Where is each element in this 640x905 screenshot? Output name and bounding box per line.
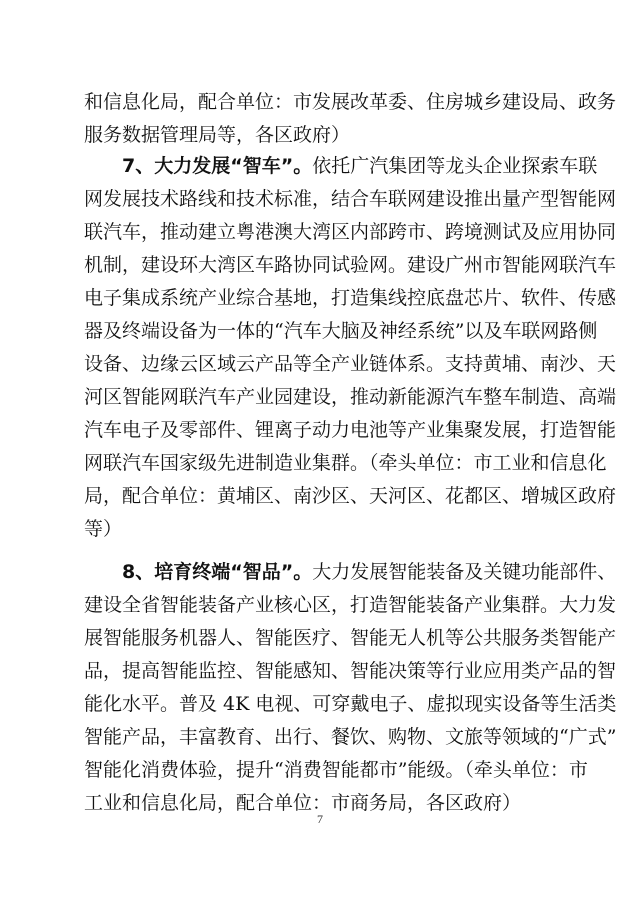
- text-line: 智能产品，丰富教育、出行、餐饮、购物、文旅等领域的“广式”: [84, 726, 617, 748]
- text-line: 网联汽车国家级先进制造业集群。（牵头单位：市工业和信息化: [84, 452, 607, 474]
- page-number: 7: [317, 812, 323, 826]
- section-7-heading: 7、大力发展“智车”。: [122, 155, 313, 177]
- text-line: 机制，建设环大湾区车路协同试验网。建设广州市智能网联汽车: [84, 254, 617, 276]
- text-line: 等）: [84, 518, 123, 540]
- section-8-paragraph: [84, 556, 617, 820]
- section-7-lead-text: 依托广汽集团等龙头企业探索车联: [312, 155, 598, 177]
- paragraph-continuation: [84, 86, 617, 152]
- text-line: 网发展技术路线和技术标准，结合车联网建设推出量产型智能网: [84, 188, 617, 210]
- text-line: 能化水平。普及 4K 电视、可穿戴电子、虚拟现实设备等生活类: [84, 693, 617, 715]
- text-line: 器及终端设备为一体的“汽车大脑及神经系统”以及车联网路侧: [84, 320, 598, 342]
- text-line: 工业和信息化局，配合单位：市商务局，各区政府）: [84, 792, 522, 814]
- text-line: 建设全省智能装备产业核心区，打造智能装备产业集群。大力发: [84, 594, 617, 616]
- text-line: 局，配合单位：黄埔区、南沙区、天河区、花都区、增城区政府: [84, 485, 617, 507]
- text-line: 智能化消费体验，提升“消费智能都市”能级。（牵头单位：市: [84, 759, 588, 781]
- text-line: 电子集成系统产业综合基地，打造集线控底盘芯片、软件、传感: [84, 287, 617, 309]
- text-line: 品，提高智能监控、智能感知、智能决策等行业应用类产品的智: [84, 660, 617, 682]
- text-line: 展智能服务机器人、智能医疗、智能无人机等公共服务类智能产: [84, 627, 617, 649]
- text-line: 河区智能网联汽车产业园建设，推动新能源汽车整车制造、高端: [84, 386, 617, 408]
- section-7-paragraph: [84, 150, 617, 546]
- text-line: 联汽车，推动建立粤港澳大湾区内部跨市、跨境测试及应用协同: [84, 221, 617, 243]
- text-line: [84, 150, 598, 183]
- text-line: 汽车电子及零部件、锂离子动力电池等产业集聚发展，打造智能: [84, 419, 617, 441]
- section-8-lead-text: 大力发展智能装备及关键功能部件、: [312, 561, 617, 583]
- text-line: [84, 556, 617, 589]
- text-line: 服务数据管理局等，各区政府）: [84, 124, 351, 146]
- text-line: 和信息化局，配合单位：市发展改革委、住房城乡建设局、政务: [84, 91, 617, 113]
- section-8-heading: 8、培育终端“智品”。: [122, 561, 313, 583]
- text-line: 设备、边缘云区域云产品等全产业链体系。支持黄埔、南沙、天: [84, 353, 617, 375]
